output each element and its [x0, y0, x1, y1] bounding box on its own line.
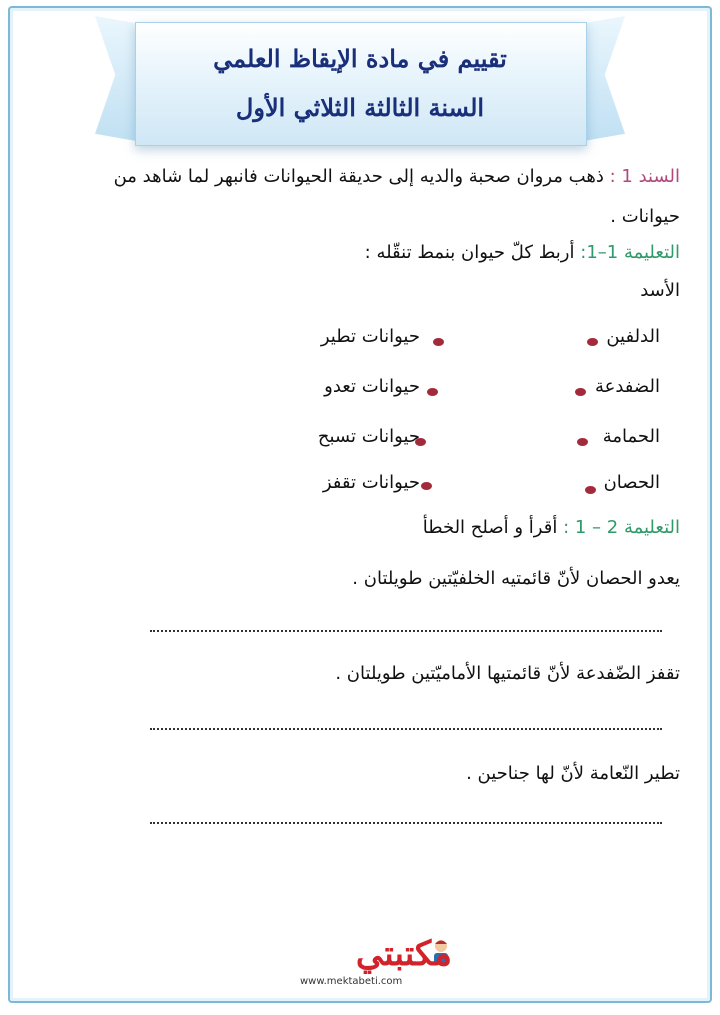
sanad-text-1: ذهب مروان صحبة والديه إلى حديقة الحيوانات فانبهر لما شاهد من: [113, 166, 604, 187]
answer-line[interactable]: [150, 822, 662, 824]
match-dot: [585, 486, 596, 494]
sanad-line-1: [114, 166, 680, 187]
title-line-2: السنة الثالثة الثلاثي الأول: [235, 93, 485, 122]
logo-text: مكتبتي: [355, 934, 452, 974]
match-group: حيوانات تطير: [320, 326, 420, 347]
sanad-label: السند 1 :: [609, 166, 680, 187]
answer-line[interactable]: [150, 630, 662, 632]
statement-3: تطير النّعامة لأنّ لها جناحين .: [466, 763, 680, 784]
match-animal: الحمامة: [602, 426, 660, 447]
match-dot: [433, 338, 444, 346]
match-dot: [427, 388, 438, 396]
instruction-2-text: أقرأ و أصلح الخطأ: [422, 517, 558, 538]
match-group: حيوانات تعدو: [324, 376, 420, 397]
statement-2: تقفز الضّفدعة لأنّ قائمتيها الأماميّتين طويلتان .: [335, 663, 680, 684]
match-row: [240, 426, 660, 456]
match-group: حيوانات تسبح: [317, 426, 420, 447]
match-dot: [421, 482, 432, 490]
page-border: [8, 6, 712, 1003]
match-animal: الضفدعة: [594, 376, 660, 397]
match-animal: الحصان: [603, 472, 660, 493]
instruction-2-label: التعليمة 2 – 1 :: [563, 517, 680, 538]
match-dot: [577, 438, 588, 446]
match-dot: [587, 338, 598, 346]
logo: [282, 934, 452, 990]
statement-1: يعدو الحصان لأنّ قائمتيه الخلفيّتين طويلتان .: [352, 568, 680, 589]
sanad-text-2: حيوانات .: [610, 206, 680, 227]
title-banner: [135, 22, 587, 146]
instruction-1: [365, 242, 680, 263]
match-row: [240, 326, 660, 356]
answer-line[interactable]: [150, 728, 662, 730]
match-group: حيوانات تقفز: [322, 472, 420, 493]
match-row: [240, 376, 660, 406]
matching-lion: الأسد: [640, 280, 680, 301]
match-dot: [575, 388, 586, 396]
match-row: [240, 472, 660, 502]
title-line-1: تقييم في مادة الإيقاظ العلمي: [213, 44, 507, 73]
instruction-1-label: التعليمة 1–1:: [580, 242, 680, 263]
match-animal: الدلفين: [606, 326, 660, 347]
instruction-1-text: أربط كلّ حيوان بنمط تنقّله :: [364, 242, 575, 263]
instruction-2: [423, 517, 680, 538]
logo-url[interactable]: www.mektabeti.com: [300, 976, 403, 987]
